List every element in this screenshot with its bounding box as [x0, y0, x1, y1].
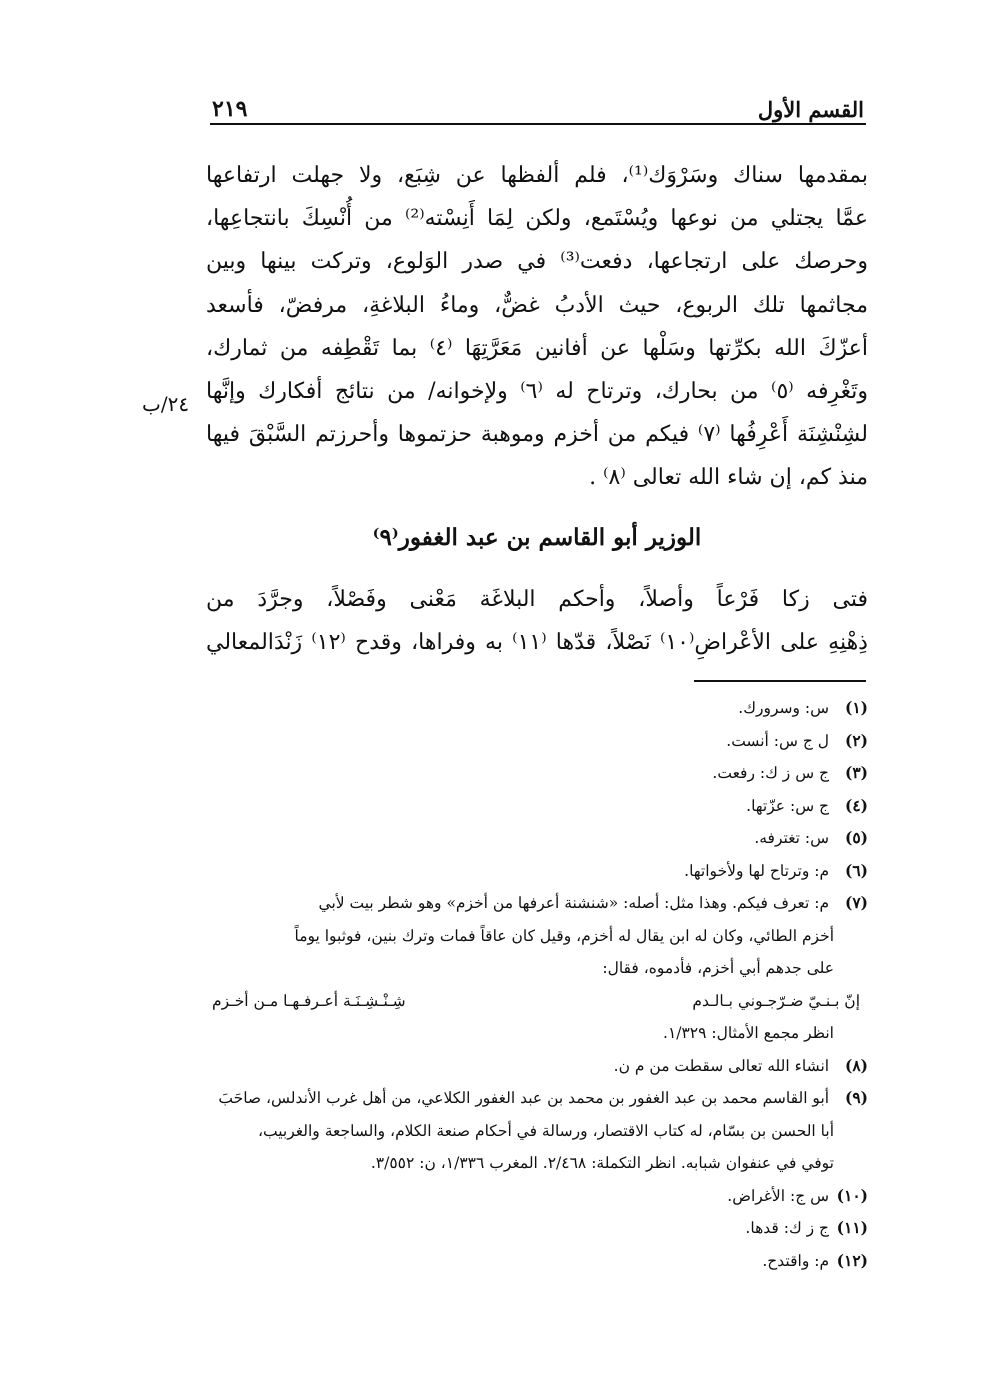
margin-folio-note: ٢٤/ب [142, 392, 190, 416]
biography-paragraph [206, 578, 868, 664]
footnote-number: (١٠) [836, 1185, 868, 1205]
footnote-text: م: تعرف فيكم. وهذا مثل: أصله: «شنشنة أعرفها من أخزم» وهو شطر بيت لأبي [318, 894, 830, 912]
footnote-number: (٦) [844, 860, 868, 880]
footnote-continuation: أبا الحسن بن بسّام، له كتاب الاقتصار، ورسالة في أحكام صنعة الكلام، والساجعة والغربيب، [258, 1121, 834, 1140]
footnote [206, 1180, 868, 1213]
footnote-text: ج س ز ك: رفعت. [712, 764, 830, 782]
body-line: أعزّكَ الله بكرِّتها وسَلْها عن أفانين مَعَرَّتِهَا ⁽٤⁾ بما تَقْطِفه من ثمارك، [206, 335, 869, 361]
biography-line: فتى زكا فَرْعاً وأصلاً، وأحكم البلاغَة مَعْنى وفَصْلاً، وجرَّدَ من [206, 587, 868, 612]
footnote-number: (٧) [844, 893, 868, 912]
footnote-continuation: على جدهم أبي أخزم، فأدموه، فقال: [602, 959, 834, 977]
footnote [206, 822, 868, 855]
body-paragraph [206, 154, 868, 500]
footnote-text: م: وترتاح لها ولأخواتها. [684, 861, 830, 880]
body-line: لشِنْشِنَة أَعْرِفُها ⁽٧⁾ فيكم من أخزم وموهبة حزتموها وأحرزتم السَّبْقَ فيها [206, 422, 868, 448]
footnote [206, 757, 868, 790]
footnote-text: س ج: الأغراض. [727, 1186, 830, 1205]
footnote-text: ج ز ك: قدها. [745, 1219, 830, 1237]
footnote [206, 1245, 868, 1278]
footnote-number: (٤) [844, 795, 868, 815]
footnote-number: (١) [844, 698, 868, 717]
footnote-text: أبو القاسم محمد بن عبد الغفور بن محمد بن عبد الغفور الكلاعي، من أهل غرب الأندلس، صاحَبَ [218, 1089, 830, 1107]
footnote-number: (٢) [844, 730, 868, 750]
footnote-number: (٨) [844, 1055, 868, 1075]
footnote [206, 855, 868, 888]
body-line: عمَّا يجتلي من نوعها ويُسْتَمع، ولكن لِمَا أَنِسْته⁽²⁾ من أُنْسِكَ بانتجاعِها، [206, 206, 868, 232]
section-heading: الوزير أبو القاسم بن عبد الغفور⁽٩⁾ [372, 524, 702, 551]
footnote-continuation: توفي في عنفوان شبابه. انظر التكملة: ٢/٤٦٨. المغرب ١/٣٣٦، ن: ٣/٥٥٢. [370, 1154, 834, 1172]
page-number: ٢١٩ [212, 96, 248, 122]
footnote-text: س: تغترفه. [754, 829, 830, 847]
body-line: منذ كم، إن شاء الله تعالى ⁽٨⁾ . [589, 465, 868, 491]
poem-hemistich-second: شِـنْـشِـنَـة أعـرفـهـا مـن أخـزم [212, 991, 406, 1010]
footnote-continuation: انظر مجمع الأمثال: ١/٣٢٩. [663, 1024, 834, 1042]
footnote [206, 1212, 868, 1245]
poem-verse [206, 985, 868, 1018]
footnote-text: انشاء الله تعالى سقطت من م ن. [613, 1056, 830, 1075]
footnote-text: م: واقتدح. [762, 1251, 830, 1270]
footnote-number: (٩) [844, 1088, 868, 1107]
footnote [206, 1050, 868, 1083]
footnote [206, 790, 868, 823]
footnote-text: س: وسرورك. [738, 699, 830, 717]
footnotes [206, 692, 868, 1277]
footnote-number: (١٢) [836, 1250, 868, 1270]
footnote-text: ل ج س: أنست. [726, 731, 830, 750]
poem-hemistich-first: إنّ بـنـيّ ضـرّجـوني بـالـدم [692, 991, 860, 1010]
body-line: وتَغْرِفه ⁽٥⁾ من بحارك، وترتاح له ⁽٦⁾ ولإخوانه/ من نتائج أفكارك وإنَّها [206, 379, 868, 405]
footnote [206, 692, 868, 725]
footnote-continuation: أخزم الطائي، وكان له ابن يقال له أخزم، وقيل كان عاقاً فمات وترك بنين، فوثبوا يوماً [294, 926, 834, 945]
body-line: بمقدمها سناك وسَرْوَك⁽¹⁾، فلم ألفظها عن شِبَع، ولا جهلت ارتفاعها [206, 163, 868, 188]
section-title: القسم الأول [757, 97, 864, 122]
footnote-number: (١١) [836, 1218, 868, 1237]
body-line: وحرصك على ارتجاعها، دفعت⁽³⁾ في صدر الوَلوع، وتركت بينها وبين [206, 249, 868, 275]
header-rule [210, 123, 866, 125]
footnote [206, 725, 868, 758]
page-header [212, 88, 864, 122]
biography-line: ذِهْنِهِ على الأعْراضِ⁽١٠⁾ نَصْلاً، قدّها ⁽١١⁾ به وفراها، وقدح ⁽١٢⁾ زَنْدَالمعالي [206, 630, 868, 655]
footnote-number: (٣) [844, 763, 868, 782]
footnote-text: ج س: عزّتها. [746, 796, 830, 815]
footnote [206, 1082, 868, 1115]
footnote-number: (٥) [844, 828, 868, 847]
body-line: مجاثمها تلك الربوع، حيث الأدبُ غضٌّ، وماءُ البلاغةِ، مرفضّ، فأسعد [206, 292, 868, 318]
footnote-rule [694, 680, 866, 682]
footnote [206, 887, 868, 920]
